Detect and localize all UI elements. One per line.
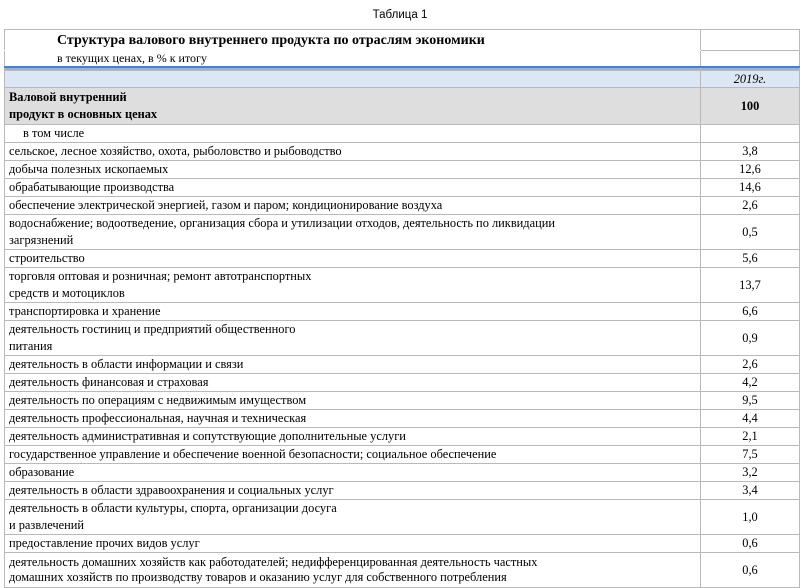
row-value: 14,6 xyxy=(701,179,800,197)
table-row xyxy=(5,374,800,392)
including-label: в том числе xyxy=(5,125,701,143)
row-value: 0,5 xyxy=(701,215,800,250)
row-label: водоснабжение; водоотведение, организация сбора и утилизации отходов, деятельность по ликвидации загрязнений xyxy=(5,215,701,250)
table-row xyxy=(5,535,800,553)
subtitle-row xyxy=(5,51,800,68)
table-row xyxy=(5,356,800,374)
table-subtitle: в текущих ценах, в % к итогу xyxy=(5,51,701,68)
row-value: 1,0 xyxy=(701,500,800,535)
table-row xyxy=(5,179,800,197)
row-label: деятельность профессиональная, научная и техническая xyxy=(5,410,701,428)
title-row xyxy=(5,30,800,51)
row-value: 9,5 xyxy=(701,392,800,410)
table-row xyxy=(5,215,800,250)
year-header-row xyxy=(5,71,800,88)
row-label: строительство xyxy=(5,250,701,268)
row-label: деятельность в области здравоохранения и социальных услуг xyxy=(5,482,701,500)
row-label: государственное управление и обеспечение военной безопасности; социальное обеспечение xyxy=(5,446,701,464)
gdp-structure-table xyxy=(4,29,800,588)
row-value: 4,2 xyxy=(701,374,800,392)
row-value: 5,6 xyxy=(701,250,800,268)
table-row xyxy=(5,250,800,268)
row-label: деятельность домашних хозяйств как работодателей; недифференцированная деятельность частных домашних хозяйств по производству товаров и оказанию услуг для собственного потребления xyxy=(5,553,701,588)
row-value: 2,6 xyxy=(701,356,800,374)
row-value: 13,7 xyxy=(701,268,800,303)
subtitle-row-empty-cell xyxy=(701,51,800,68)
row-label: обрабатывающие производства xyxy=(5,179,701,197)
row-value: 7,5 xyxy=(701,446,800,464)
table-row xyxy=(5,303,800,321)
row-label: деятельность по операциям с недвижимым имуществом xyxy=(5,392,701,410)
total-value: 100 xyxy=(701,88,800,125)
including-empty-cell xyxy=(701,125,800,143)
table-row xyxy=(5,268,800,303)
total-row xyxy=(5,88,800,125)
table-row xyxy=(5,197,800,215)
row-value: 3,2 xyxy=(701,464,800,482)
row-value: 6,6 xyxy=(701,303,800,321)
row-label: сельское, лесное хозяйство, охота, рыболовство и рыбоводство xyxy=(5,143,701,161)
year-header-empty-cell xyxy=(5,71,701,88)
row-value: 3,4 xyxy=(701,482,800,500)
row-label: деятельность гостиниц и предприятий общественного питания xyxy=(5,321,701,356)
row-label: предоставление прочих видов услуг xyxy=(5,535,701,553)
table-row xyxy=(5,161,800,179)
row-label: добыча полезных ископаемых xyxy=(5,161,701,179)
table-row xyxy=(5,428,800,446)
table-row xyxy=(5,392,800,410)
row-value: 12,6 xyxy=(701,161,800,179)
table-row xyxy=(5,321,800,356)
year-header: 2019г. xyxy=(701,71,800,88)
total-label: Валовой внутренний продукт в основных ценах xyxy=(5,88,701,125)
table-row xyxy=(5,553,800,588)
table-title: Структура валового внутреннего продукта по отраслям экономики xyxy=(5,30,701,51)
row-value: 2,6 xyxy=(701,197,800,215)
row-value: 0,9 xyxy=(701,321,800,356)
row-value: 4,4 xyxy=(701,410,800,428)
table-row xyxy=(5,500,800,535)
table-row xyxy=(5,464,800,482)
row-label: деятельность в области культуры, спорта, организации досуга и развлечений xyxy=(5,500,701,535)
row-label: деятельность в области информации и связи xyxy=(5,356,701,374)
table-row xyxy=(5,143,800,161)
table-row xyxy=(5,446,800,464)
row-value: 3,8 xyxy=(701,143,800,161)
row-label: деятельность административная и сопутствующие дополнительные услуги xyxy=(5,428,701,446)
table-row xyxy=(5,482,800,500)
title-row-empty-cell xyxy=(701,30,800,51)
row-label: торговля оптовая и розничная; ремонт автотранспортных средств и мотоциклов xyxy=(5,268,701,303)
row-value: 0,6 xyxy=(701,535,800,553)
row-label: транспортировка и хранение xyxy=(5,303,701,321)
row-value: 0,6 xyxy=(701,553,800,588)
row-label: образование xyxy=(5,464,701,482)
table-row xyxy=(5,410,800,428)
row-value: 2,1 xyxy=(701,428,800,446)
row-label: обеспечение электрической энергией, газом и паром; кондиционирование воздуха xyxy=(5,197,701,215)
table-caption: Таблица 1 xyxy=(372,9,428,21)
including-row xyxy=(5,125,800,143)
row-label: деятельность финансовая и страховая xyxy=(5,374,701,392)
